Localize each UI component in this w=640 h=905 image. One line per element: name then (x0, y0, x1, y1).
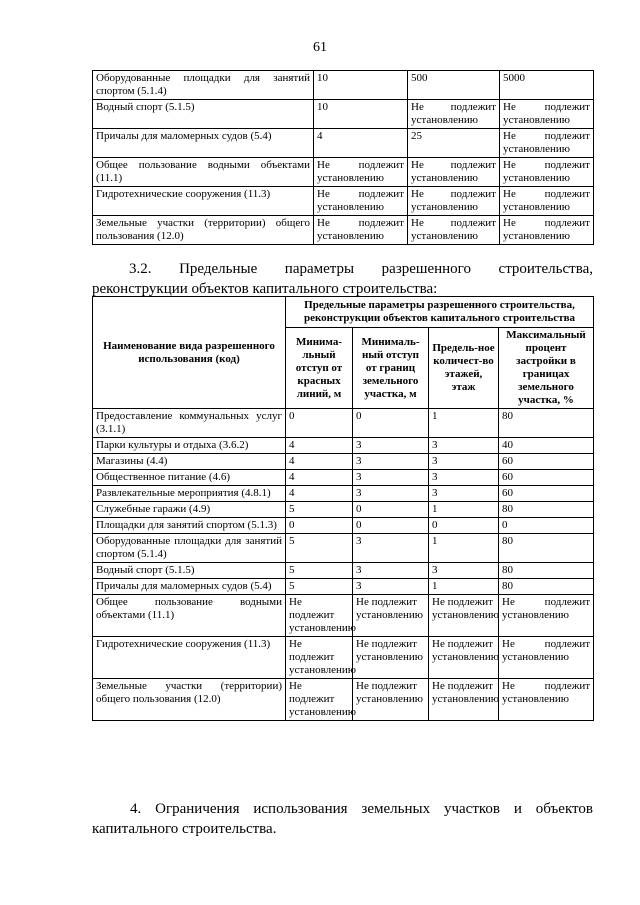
table-row (93, 100, 594, 129)
heading-word: и (513, 801, 522, 817)
section-4-line1 (92, 799, 593, 819)
cell-use-type: Гидротехнические сооружения (11.3) (93, 637, 286, 679)
cell-use-type: Общее пользование водными объектами (11.1) (93, 595, 286, 637)
cell-value: Не подлежит установлению (500, 187, 594, 216)
cell-value: Не подлежит установлению (499, 637, 594, 679)
cell-value: Не подлежит установлению (429, 679, 499, 721)
cell-use-type: Земельные участки (территории) общего пользования (12.0) (93, 216, 314, 245)
table-row (93, 187, 594, 216)
cell-value: Не подлежит установлению (286, 595, 353, 637)
cell-value: Не подлежит установлению (408, 187, 500, 216)
section-4-heading (92, 799, 593, 839)
cell-value: 80 (499, 579, 594, 595)
cell-value: 10 (314, 100, 408, 129)
cell-value: 0 (429, 518, 499, 534)
cell-value: 3 (353, 438, 429, 454)
cell-value: 3 (429, 438, 499, 454)
cell-value: 4 (286, 486, 353, 502)
cell-value: 10 (314, 71, 408, 100)
cell-value: 0 (353, 502, 429, 518)
heading-word: 4. (130, 801, 142, 817)
table-row (93, 438, 594, 454)
cell-use-type: Общественное питание (4.6) (93, 470, 286, 486)
header-max-coverage: Максимальный процент застройки в границах земельного участка, % (499, 328, 594, 409)
cell-value: Не подлежит установлению (500, 158, 594, 187)
table-continued-body (93, 71, 594, 245)
cell-value: 0 (286, 409, 353, 438)
cell-use-type: Оборудованные площадки для занятий спортом (5.1.4) (93, 71, 314, 100)
cell-use-type: Причалы для маломерных судов (5.4) (93, 579, 286, 595)
cell-value: 5 (286, 534, 353, 563)
cell-value: 1 (429, 534, 499, 563)
cell-value: 3 (429, 486, 499, 502)
table-row (93, 518, 594, 534)
cell-value: 5 (286, 579, 353, 595)
heading-word: строительства, (498, 261, 593, 277)
header-min-offset-boundaries: Минималь-ный отступ от границ земельного участка, м (353, 328, 429, 409)
table-row (93, 502, 594, 518)
header-min-offset-red-lines: Минима-льный отступ от красных линий, м (286, 328, 353, 409)
cell-use-type: Площадки для занятий спортом (5.1.3) (93, 518, 286, 534)
cell-value: 5 (286, 563, 353, 579)
cell-value: Не подлежит установлению (408, 100, 500, 129)
cell-value: 80 (499, 563, 594, 579)
table-row (93, 595, 594, 637)
cell-value: 500 (408, 71, 500, 100)
cell-value: 1 (429, 579, 499, 595)
cell-value: Не подлежит установлению (500, 216, 594, 245)
header-use-type: Наименование вида разрешенного использования (код) (93, 297, 286, 409)
cell-value: 5 (286, 502, 353, 518)
page-number: 61 (313, 40, 327, 55)
cell-value: Не подлежит установлению (286, 637, 353, 679)
cell-value: 3 (353, 534, 429, 563)
table-row (93, 409, 594, 438)
cell-use-type: Земельные участки (территории) общего пользования (12.0) (93, 679, 286, 721)
heading-word: земельных (361, 801, 431, 817)
cell-use-type: Парки культуры и отдыха (3.6.2) (93, 438, 286, 454)
cell-value: 3 (353, 579, 429, 595)
cell-use-type: Причалы для маломерных судов (5.4) (93, 129, 314, 158)
cell-value: 3 (353, 470, 429, 486)
cell-use-type: Гидротехнические сооружения (11.3) (93, 187, 314, 216)
cell-use-type: Предоставление коммунальных услуг (3.1.1) (93, 409, 286, 438)
cell-value: Не подлежит установлению (286, 679, 353, 721)
cell-use-type: Служебные гаражи (4.9) (93, 502, 286, 518)
heading-word: параметры (284, 261, 355, 277)
cell-value: Не подлежит установлению (314, 158, 408, 187)
header-parameters-group: Предельные параметры разрешенного строительства, реконструкции объектов капитального строительства (286, 297, 594, 328)
table-row (93, 486, 594, 502)
cell-value: Не подлежит установлению (314, 187, 408, 216)
cell-value: 3 (429, 470, 499, 486)
cell-use-type: Водный спорт (5.1.5) (93, 563, 286, 579)
heading-word: участков (443, 801, 500, 817)
heading-word: использования (253, 801, 348, 817)
cell-value: 5000 (500, 71, 594, 100)
cell-value: Не подлежит установлению (429, 595, 499, 637)
table-row (93, 216, 594, 245)
cell-value: Не подлежит установлению (429, 637, 499, 679)
heading-word: объектов (535, 801, 593, 817)
table-continued (92, 70, 594, 245)
cell-value: 3 (353, 486, 429, 502)
cell-value: 3 (353, 454, 429, 470)
heading-word: Предельные (179, 261, 258, 277)
table-row (93, 129, 594, 158)
cell-value: 25 (408, 129, 500, 158)
heading-word: разрешенного (381, 261, 471, 277)
table-row (93, 579, 594, 595)
cell-value: Не подлежит установлению (353, 679, 429, 721)
cell-value: 1 (429, 502, 499, 518)
cell-value: 80 (499, 534, 594, 563)
cell-value: 3 (429, 454, 499, 470)
heading-word: Ограничения (155, 801, 240, 817)
table-row (93, 563, 594, 579)
cell-value: Не подлежит установлению (500, 100, 594, 129)
cell-value: 60 (499, 454, 594, 470)
section-3-2-line2: реконструкции объектов капитального строительства: (92, 281, 438, 297)
cell-value: 60 (499, 470, 594, 486)
header-max-floors: Предель-ное количест-во этажей, этаж (429, 328, 499, 409)
cell-value: 3 (353, 563, 429, 579)
parameters-table-body (93, 409, 594, 721)
cell-value: 0 (353, 409, 429, 438)
cell-value: Не подлежит установлению (500, 129, 594, 158)
cell-value: 80 (499, 502, 594, 518)
cell-use-type: Магазины (4.4) (93, 454, 286, 470)
cell-value: Не подлежит установлению (353, 595, 429, 637)
cell-value: 80 (499, 409, 594, 438)
table-row (93, 454, 594, 470)
cell-value: Не подлежит установлению (353, 637, 429, 679)
cell-value: Не подлежит установлению (499, 595, 594, 637)
section-3-2-line1 (92, 259, 593, 279)
cell-value: 1 (429, 409, 499, 438)
parameters-table (92, 296, 594, 721)
cell-value: 4 (286, 454, 353, 470)
cell-value: 4 (286, 438, 353, 454)
table-row (93, 71, 594, 100)
table-row (93, 158, 594, 187)
cell-value: Не подлежит установлению (408, 216, 500, 245)
table-row (93, 470, 594, 486)
cell-value: 4 (314, 129, 408, 158)
cell-use-type: Развлекательные мероприятия (4.8.1) (93, 486, 286, 502)
table-row (93, 679, 594, 721)
table-row (93, 534, 594, 563)
cell-use-type: Общее пользование водными объектами (11.1) (93, 158, 314, 187)
cell-value: 40 (499, 438, 594, 454)
heading-word: 3.2. (129, 261, 152, 277)
cell-value: Не подлежит установлению (408, 158, 500, 187)
cell-value: 0 (353, 518, 429, 534)
cell-value: 60 (499, 486, 594, 502)
cell-value: Не подлежит установлению (499, 679, 594, 721)
cell-value: 0 (286, 518, 353, 534)
section-3-2-heading (92, 259, 593, 299)
table-row (93, 637, 594, 679)
cell-value: 4 (286, 470, 353, 486)
cell-use-type: Водный спорт (5.1.5) (93, 100, 314, 129)
cell-value: Не подлежит установлению (314, 216, 408, 245)
cell-value: 0 (499, 518, 594, 534)
cell-value: 3 (429, 563, 499, 579)
section-4-line2: капитального строительства. (92, 821, 277, 837)
cell-use-type: Оборудованные площадки для занятий спортом (5.1.4) (93, 534, 286, 563)
